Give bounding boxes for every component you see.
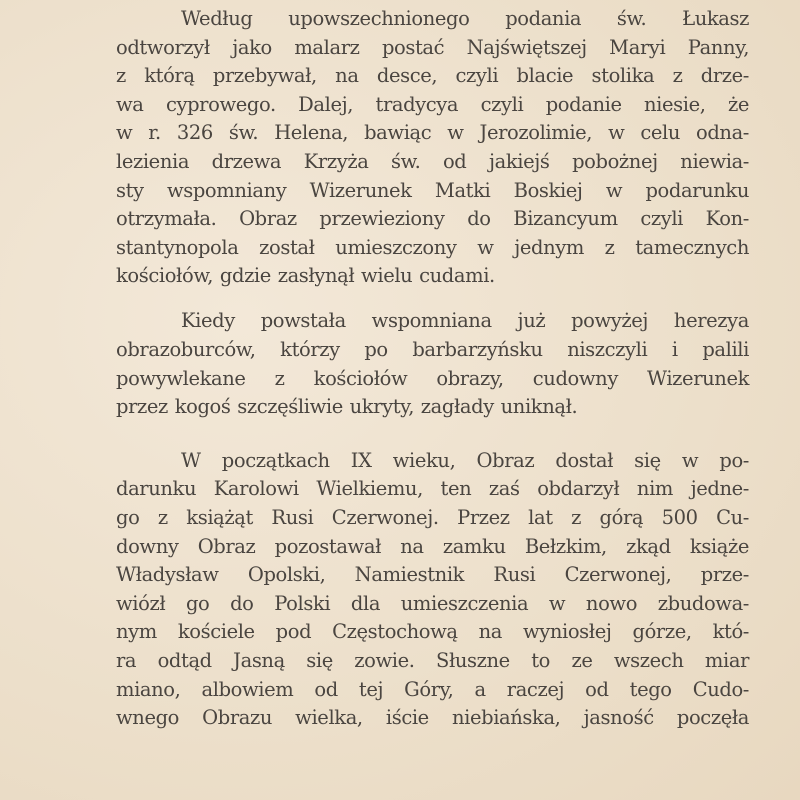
paragraph-2 [116,307,749,421]
text-line: downy Obraz pozostawał na zamku Bełzkim, zkąd książe [116,534,749,558]
text-line: w r. 326 św. Helena, bawiąc w Jerozolimie, w celu odna- [116,121,749,145]
text-line: nym kościele pod Częstochową na wyniosłej górze, któ- [116,620,749,644]
text-line: powywlekane z kościołów obrazy, cudowny Wizerunek [116,366,749,390]
text-line: wnego Obrazu wielka, iście niebiańska, jasność poczęła [116,706,749,730]
text-line: W początkach IX wieku, Obraz dostał się w po- [181,448,749,472]
text-line: kościołów, gdzie zasłynął wielu cudami. [116,264,495,288]
text-line: z którą przebywał, na desce, czyli blacie stolika z drze- [116,64,749,88]
text-line: wiózł go do Polski dla umieszczenia w nowo zbudowa- [116,591,749,615]
document-page [116,5,749,733]
text-line: Władysław Opolski, Namiestnik Rusi Czerwonej, prze- [116,563,749,587]
text-line: sty wspomniany Wizerunek Matki Boskiej w podarunku [116,178,749,202]
text-line: miano, albowiem od tej Góry, a raczej od tego Cudo- [116,677,749,701]
text-line: stantynopola został umieszczony w jednym z tamecznych [116,235,749,259]
text-line: lezienia drzewa Krzyża św. od jakiejś pobożnej niewia- [116,149,749,173]
text-line: odtworzył jako malarz postać Najświętszej Maryi Panny, [116,35,749,59]
text-line: przez kogoś szczęśliwie ukryty, zagłady uniknął. [116,395,578,419]
paragraph-gap [116,422,749,447]
text-line: Kiedy powstała wspomniana już powyżej herezya [181,309,749,333]
paragraph-1 [116,5,749,291]
text-line: ra odtąd Jasną się zowie. Słuszne to ze wszech miar [116,648,749,672]
text-line: wa cyprowego. Dalej, tradycya czyli podanie niesie, że [116,92,749,116]
text-line: Według upowszechnionego podania św. Łukasz [181,7,749,30]
paragraph-gap [116,291,749,308]
text-line: otrzymała. Obraz przewieziony do Bizancyum czyli Kon- [116,207,749,231]
text-line: obrazoburców, którzy po barbarzyńsku niszczyli i palili [116,338,749,362]
text-line: go z książąt Rusi Czerwonej. Przez lat z górą 500 Cu- [116,506,749,529]
text-line: darunku Karolowi Wielkiemu, ten zaś obdarzył nim jedne- [116,477,749,501]
paragraph-3 [116,447,749,733]
